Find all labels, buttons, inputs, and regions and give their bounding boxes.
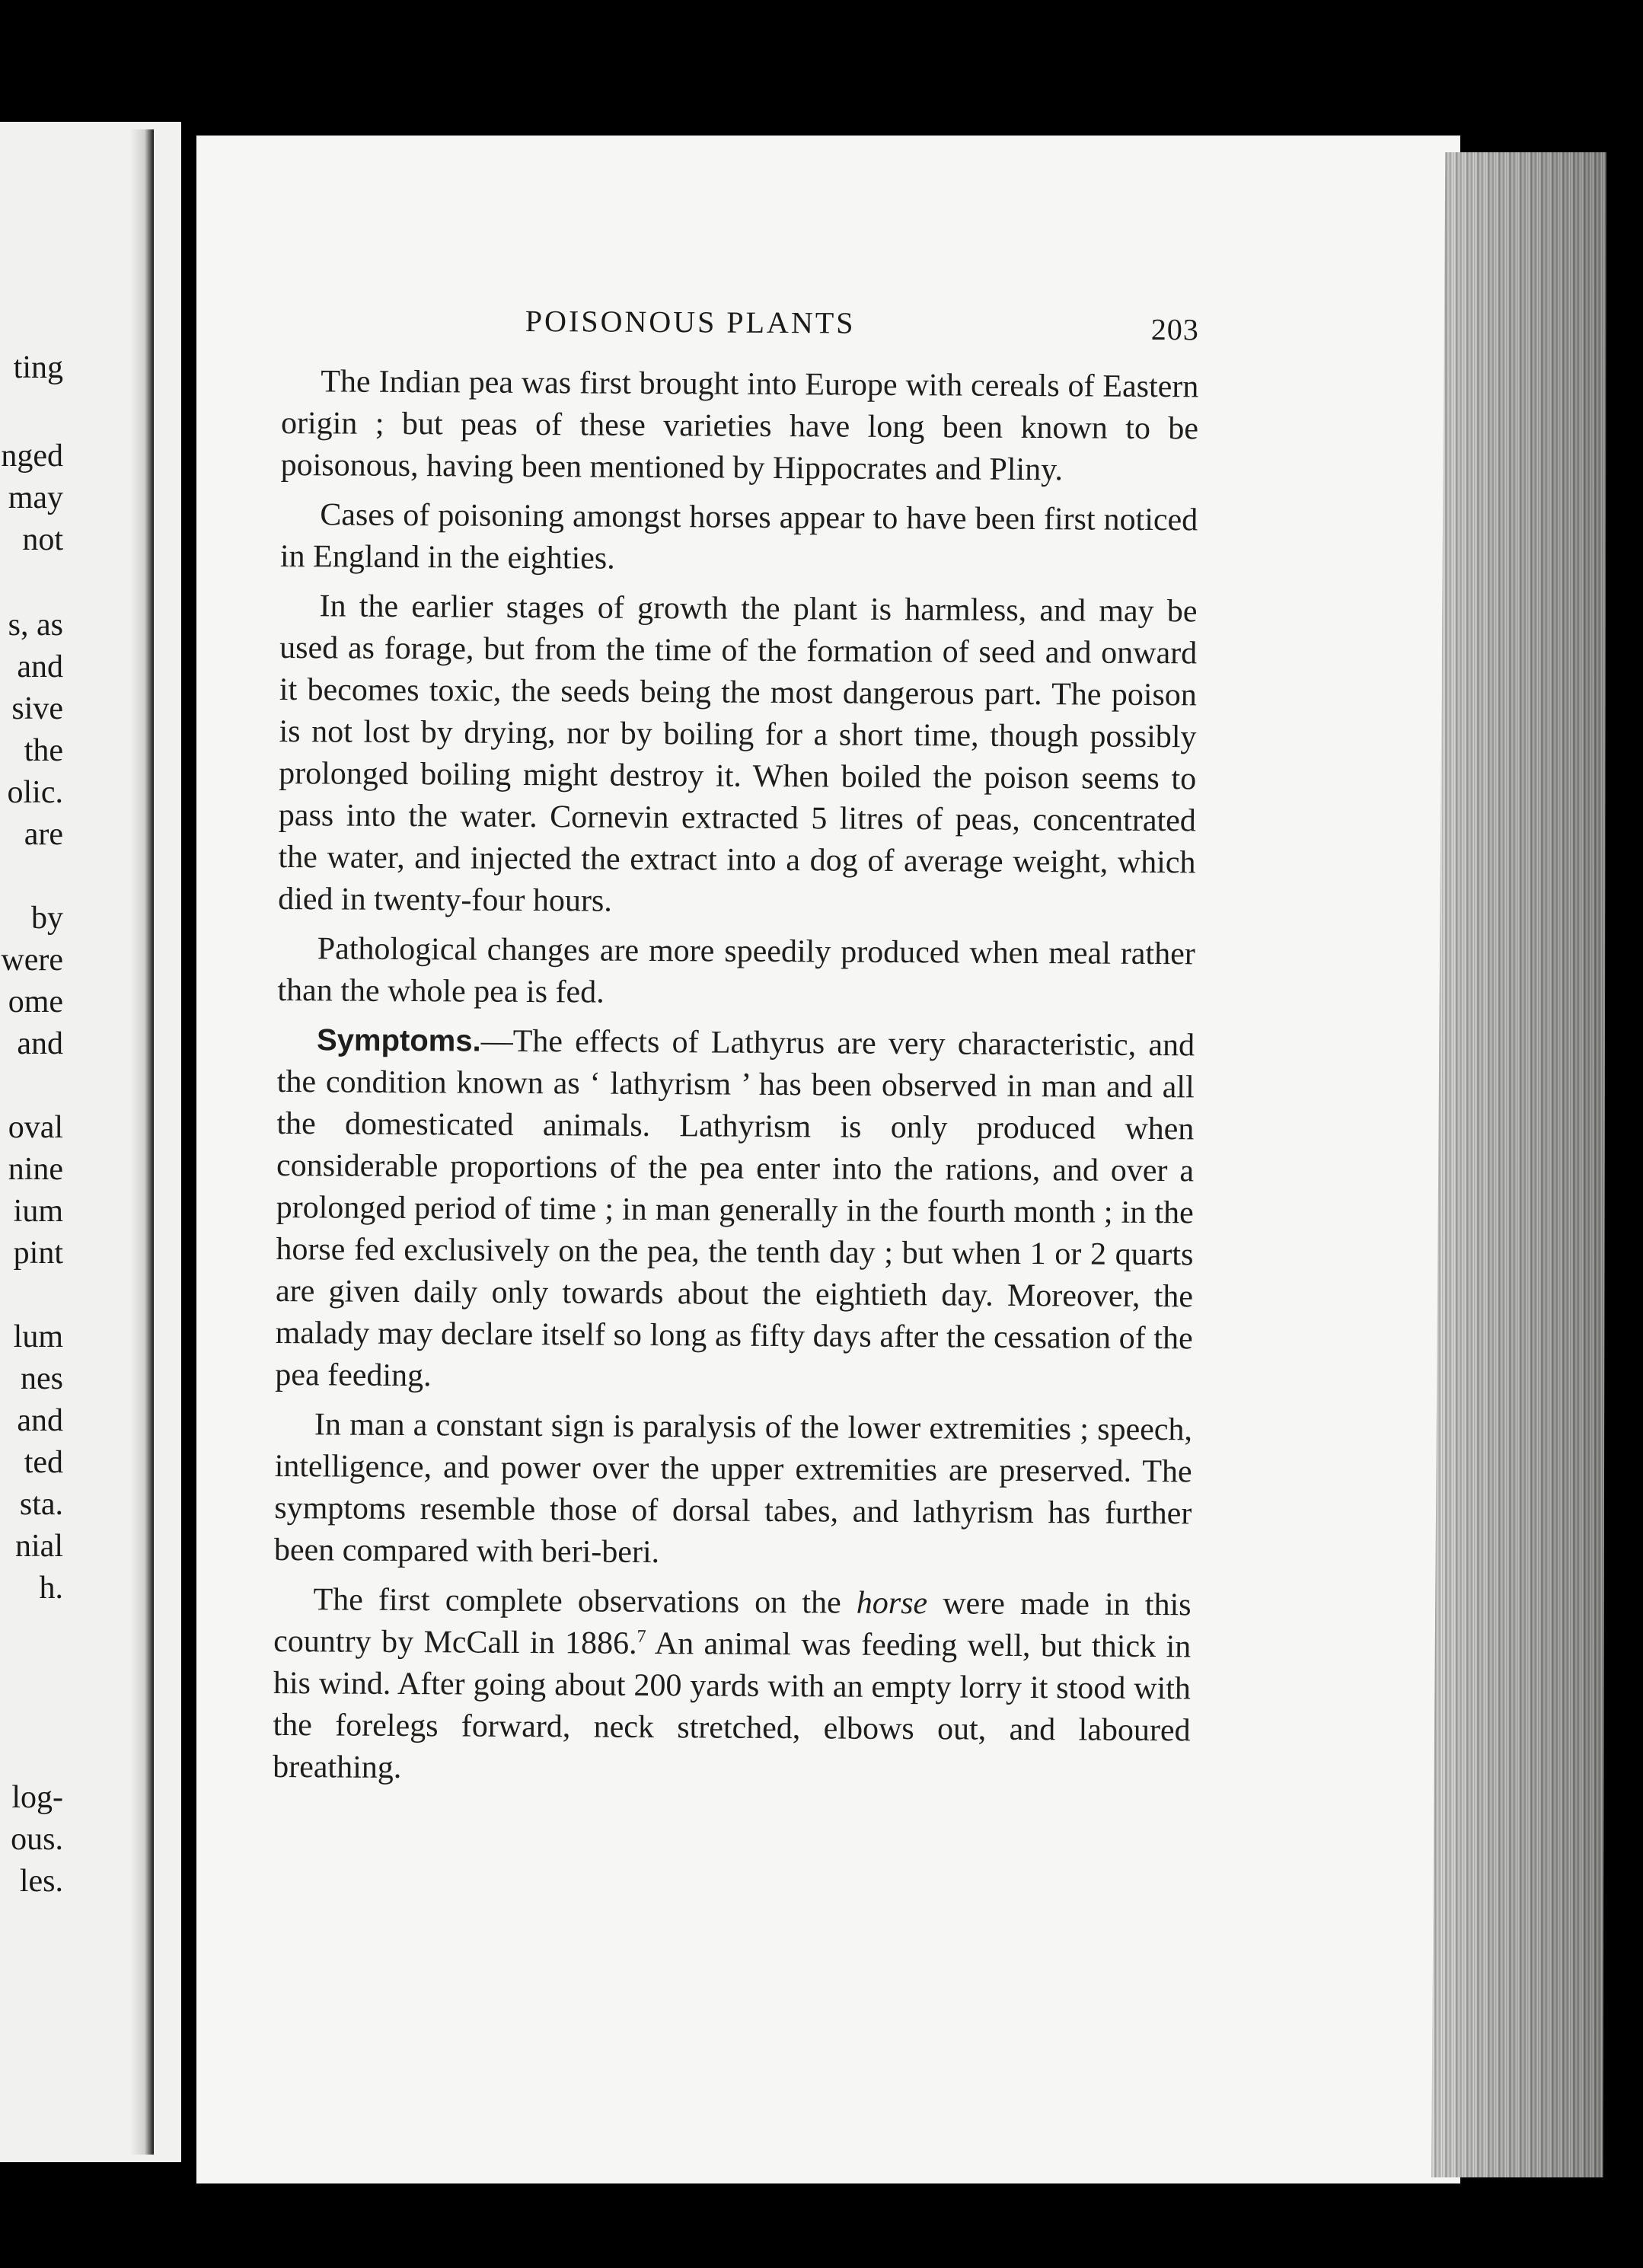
facing-page-fragment: sta. — [19, 1487, 63, 1522]
facing-page-fragment: nial — [15, 1529, 63, 1564]
facing-page-fragment: nine — [8, 1152, 63, 1187]
facing-page-fragment: by — [31, 901, 63, 936]
facing-page-fragment: ous. — [11, 1822, 63, 1857]
facing-page-fragment: ome — [8, 984, 63, 1019]
facing-page-fragment: ium — [13, 1194, 63, 1229]
gutter-shadow — [131, 129, 154, 2155]
facing-page-fragment: les. — [19, 1864, 63, 1899]
body-text — [273, 361, 1198, 1794]
paragraph-text: —The effects of Lathyrus are very characteristic, and the condition known as ‘ lathyrism ’ has been observed in man and all the domesticated animals. Lathyrism is only produced when considerable proportions of the pea enter into the rations, and over a prolonged period of time ; in man generally in the fourth month ; in the horse fed exclusively on the pea, the tenth day ; but when 1 or 2 quarts are given daily only towards about the eightieth day. Moreover, the malady may declare itself so long as fifty days after the cessation of the pea feeding. — [275, 1023, 1195, 1394]
running-title: POISONOUS PLANTS — [525, 303, 856, 340]
facing-page-fragment: pint — [13, 1236, 63, 1271]
facing-page-fragment: the — [24, 733, 63, 768]
facing-page-fragment: ted — [24, 1445, 63, 1480]
facing-page-fragment: nes — [21, 1361, 63, 1396]
facing-page-fragment: were — [1, 943, 63, 978]
facing-page-fragment: oval — [8, 1110, 63, 1145]
section-lead-in: Symptoms. — [316, 1023, 481, 1058]
running-head — [282, 301, 1199, 352]
facing-page-fragment: and — [17, 1026, 63, 1061]
facing-page-fragment: not — [22, 522, 63, 557]
facing-page-fragment: may — [8, 480, 63, 515]
paragraph-text: The first complete observations on the — [313, 1582, 857, 1621]
facing-page-fragment: and — [17, 649, 63, 684]
footnote-ref: 7 — [636, 1626, 646, 1647]
paragraph-text: were made in this country by McCall in 1886. — [273, 1586, 1192, 1661]
page-text-block — [273, 301, 1199, 1801]
book-page — [196, 136, 1460, 2183]
facing-page-fragment: ting — [13, 350, 63, 385]
facing-page — [0, 122, 181, 2162]
facing-page-fragment: and — [17, 1403, 63, 1438]
facing-page-fragment: lum — [13, 1319, 63, 1354]
paragraph — [273, 1579, 1192, 1794]
page-edge-shading — [1431, 152, 1606, 2177]
facing-page-fragment: h. — [39, 1571, 63, 1606]
facing-page-fragment: sive — [11, 691, 63, 726]
italic-term: horse — [856, 1585, 928, 1622]
facing-page-fragment: are — [24, 817, 63, 852]
paragraph: Cases of poisoning amongst horses appear to have been first noticed in England in the eighties. — [279, 497, 1198, 576]
facing-page-fragment: s, as — [8, 608, 63, 643]
paragraph: In man a constant sign is paralysis of the lower extremities ; speech, intelligence, and power over the upper extremities are preserved. The symptoms resemble those of dorsal tabes, and lathyrism has further been compared with beri-beri. — [273, 1407, 1193, 1571]
paragraph: Pathological changes are more speedily produced when meal rather than the whole pea is fed. — [277, 931, 1195, 1010]
facing-page-fragment: olic. — [7, 775, 63, 810]
facing-page-fragment: nged — [1, 439, 63, 474]
paragraph-text: An animal was feeding well, but thick in his wind. After going about 200 yards with an empty lorry it stood with the forelegs forward, neck stretched, elbows out, and laboured breathing. — [273, 1625, 1192, 1785]
paragraph — [275, 1019, 1195, 1402]
facing-page-fragment: log- — [11, 1780, 63, 1815]
page-number: 203 — [1150, 311, 1199, 347]
paragraph: In the earlier stages of growth the plant is harmless, and may be used as forage, but from the time of the formation of seed and onward it becomes toxic, the seeds being the most dangerous part. The poison is not lost by drying, nor by boiling for a short time, though possibly prolonged boiling might destroy it. When boiled the poison seems to pass into the water. Cornevin extracted 5 litres of peas, concentrated the water, and injected the extract into a dog of average weight, which died in twenty-four hours. — [278, 589, 1198, 919]
paragraph: The Indian pea was first brought into Europe with cereals of Eastern origin ; but peas of these varieties have long been known to be poisonous, having been mentioned by Hippocrates and Pliny. — [280, 364, 1199, 488]
